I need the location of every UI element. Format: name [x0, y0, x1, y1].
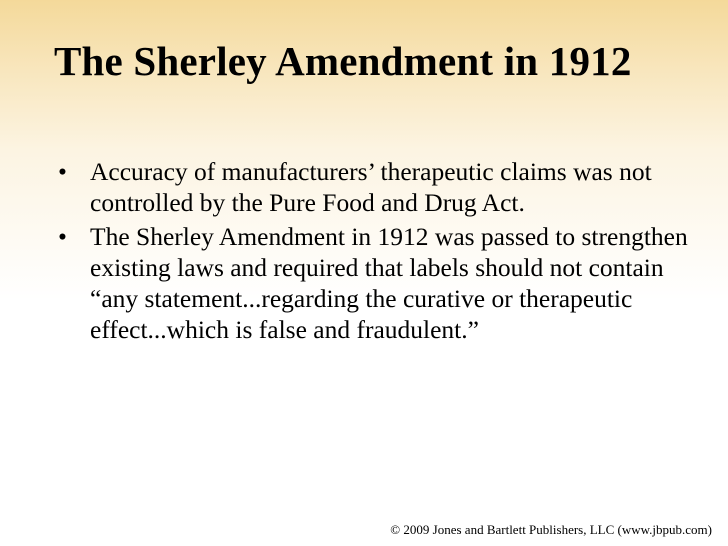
bullet-list	[56, 156, 696, 348]
bullet-text: The Sherley Amendment in 1912 was passed to strengthen existing laws and required that labels should not contain “any statement...regarding the curative or therapeutic effect...which is false and fraudulent.”	[90, 222, 688, 344]
bullet-item	[56, 221, 696, 345]
bullet-marker: •	[58, 157, 67, 186]
copyright-footer: © 2009 Jones and Bartlett Publishers, LLC (www.jbpub.com)	[390, 522, 712, 537]
bullet-text: Accuracy of manufacturers’ therapeutic claims was not controlled by the Pure Food and Drug Act.	[90, 157, 652, 217]
bullet-item	[56, 156, 696, 218]
slide-title: The Sherley Amendment in 1912	[54, 38, 632, 84]
bullet-marker: •	[58, 222, 67, 251]
